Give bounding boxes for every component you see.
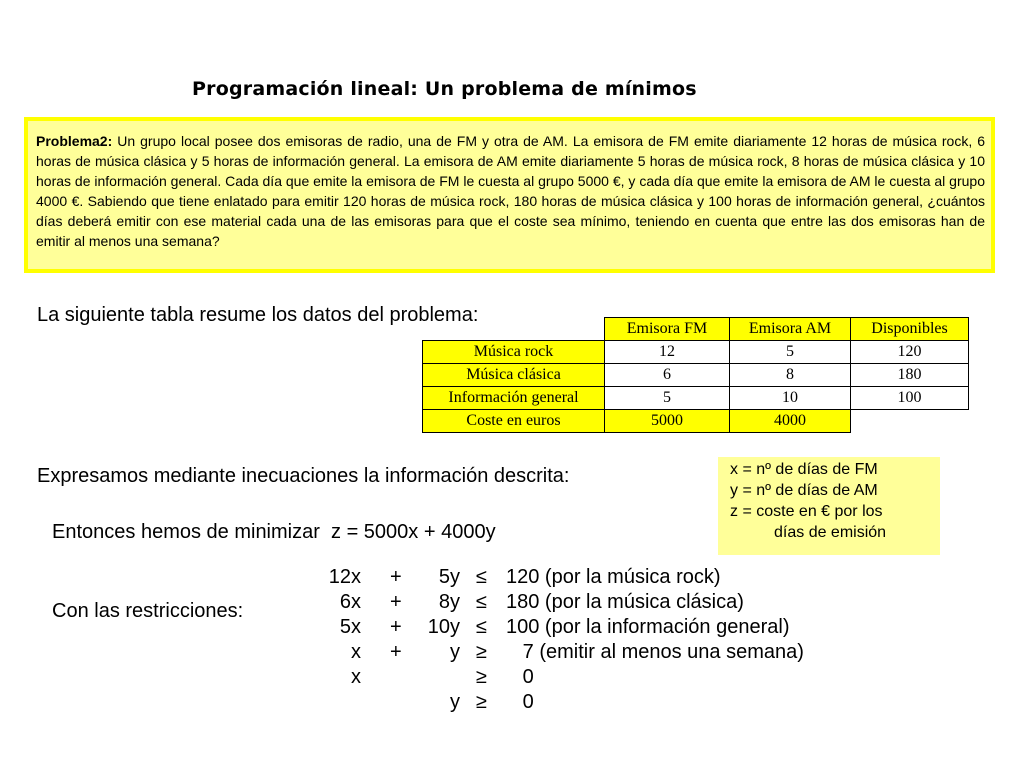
constraint-x-term: 5x	[339, 616, 361, 638]
constraint-y-term: y	[450, 691, 460, 713]
problem-text: Un grupo local posee dos emisoras de radio, una de FM y otra de AM. La emisora de FM emite diariamente 12 horas de música rock, 6 horas de música clásica y 5 horas de información general. La emisora de AM emite diariamente 5 horas de música rock, 8 horas de música clásica y 10 horas de información general. Cada día que emite la emisora de FM le cuesta al grupo 5000 €, y cada día que emite la emisora de AM le cuesta al grupo 4000 €. Sabiendo que tiene enlatado para emitir 120 horas de música rock, 180 horas de música clásica y 100 horas de información general, ¿cuántos días deberá emitir con ese material cada una de las emisoras para que el coste sea mínimo, teniendo en cuenta que entre las dos emisoras han de emitir al menos una semana?	[36, 133, 985, 249]
header-emisora-fm: Emisora FM	[605, 318, 730, 341]
legend-y: y = nº de días de AM	[730, 482, 878, 499]
cell-fm: 6	[605, 364, 730, 387]
row-label: Música clásica	[423, 364, 605, 387]
constraint-relation: ≤	[476, 616, 487, 638]
restrictions-label: Con las restricciones:	[52, 600, 244, 622]
constraint-row	[300, 591, 900, 616]
row-label: Coste en euros	[423, 410, 605, 433]
constraint-x-term: x	[351, 641, 361, 663]
table-row	[423, 341, 969, 364]
table-row	[423, 364, 969, 387]
constraint-rhs: 120 (por la música rock)	[506, 566, 721, 588]
data-table	[422, 317, 969, 433]
constraint-row	[300, 641, 900, 666]
constraint-y-term: 10y	[427, 616, 460, 638]
problem-label: Problema2:	[36, 133, 113, 149]
cell-disponibles: 100	[851, 387, 969, 410]
constraint-operator: +	[390, 566, 402, 588]
cell-cost-fm: 5000	[605, 410, 730, 433]
constraint-x-term: 6x	[339, 591, 361, 613]
header-emisora-am: Emisora AM	[730, 318, 851, 341]
constraint-row	[300, 616, 900, 641]
constraint-x-term: x	[351, 666, 361, 688]
legend-x: x = nº de días de FM	[730, 461, 878, 478]
constraint-x-term: 12x	[328, 566, 361, 588]
objective-expression: z = 5000x + 4000y	[331, 521, 496, 543]
legend-z: z = coste en € por los	[730, 503, 883, 520]
summary-text: La siguiente tabla resume los datos del problema:	[37, 304, 479, 326]
legend-z-cont: días de emisión	[774, 524, 887, 541]
constraint-operator: +	[390, 616, 402, 638]
constraint-rhs: 100 (por la información general)	[506, 616, 790, 638]
row-label: Música rock	[423, 341, 605, 364]
constraint-rhs: 7 (emitir al menos una semana)	[506, 641, 804, 663]
constraint-row	[300, 566, 900, 591]
cell-disponibles: 120	[851, 341, 969, 364]
constraint-row	[300, 691, 900, 716]
table-header-row	[423, 318, 969, 341]
constraint-y-term: 8y	[438, 591, 460, 613]
inequalities-text: Expresamos mediante inecuaciones la información descrita:	[37, 465, 570, 487]
constraint-relation: ≤	[476, 566, 487, 588]
constraint-operator: +	[390, 641, 402, 663]
problem-statement-box	[24, 117, 995, 273]
constraint-rhs: 0	[506, 691, 534, 713]
minimize-prefix: Entonces hemos de minimizar	[52, 521, 320, 543]
cell-fm: 12	[605, 341, 730, 364]
cell-fm: 5	[605, 387, 730, 410]
cell-cost-am: 4000	[730, 410, 851, 433]
cell-am: 5	[730, 341, 851, 364]
constraint-row	[300, 666, 900, 691]
constraint-operator: +	[390, 591, 402, 613]
variables-legend	[718, 457, 940, 555]
header-disponibles: Disponibles	[851, 318, 969, 341]
table-cost-row	[423, 410, 969, 433]
cell-am: 8	[730, 364, 851, 387]
row-label: Información general	[423, 387, 605, 410]
objective-function	[52, 521, 496, 544]
constraint-relation: ≥	[476, 666, 487, 688]
cell-disponibles: 180	[851, 364, 969, 387]
constraint-rhs: 180 (por la música clásica)	[506, 591, 744, 613]
constraint-rhs: 0	[506, 666, 534, 688]
table-row	[423, 387, 969, 410]
constraint-y-term: 5y	[438, 566, 460, 588]
constraints-system	[300, 566, 900, 716]
constraint-relation: ≥	[476, 691, 487, 713]
slide-title: Programación lineal: Un problema de mínimos	[192, 78, 697, 100]
constraint-y-term: y	[450, 641, 460, 663]
cell-am: 10	[730, 387, 851, 410]
constraint-relation: ≥	[476, 641, 487, 663]
constraint-relation: ≤	[476, 591, 487, 613]
